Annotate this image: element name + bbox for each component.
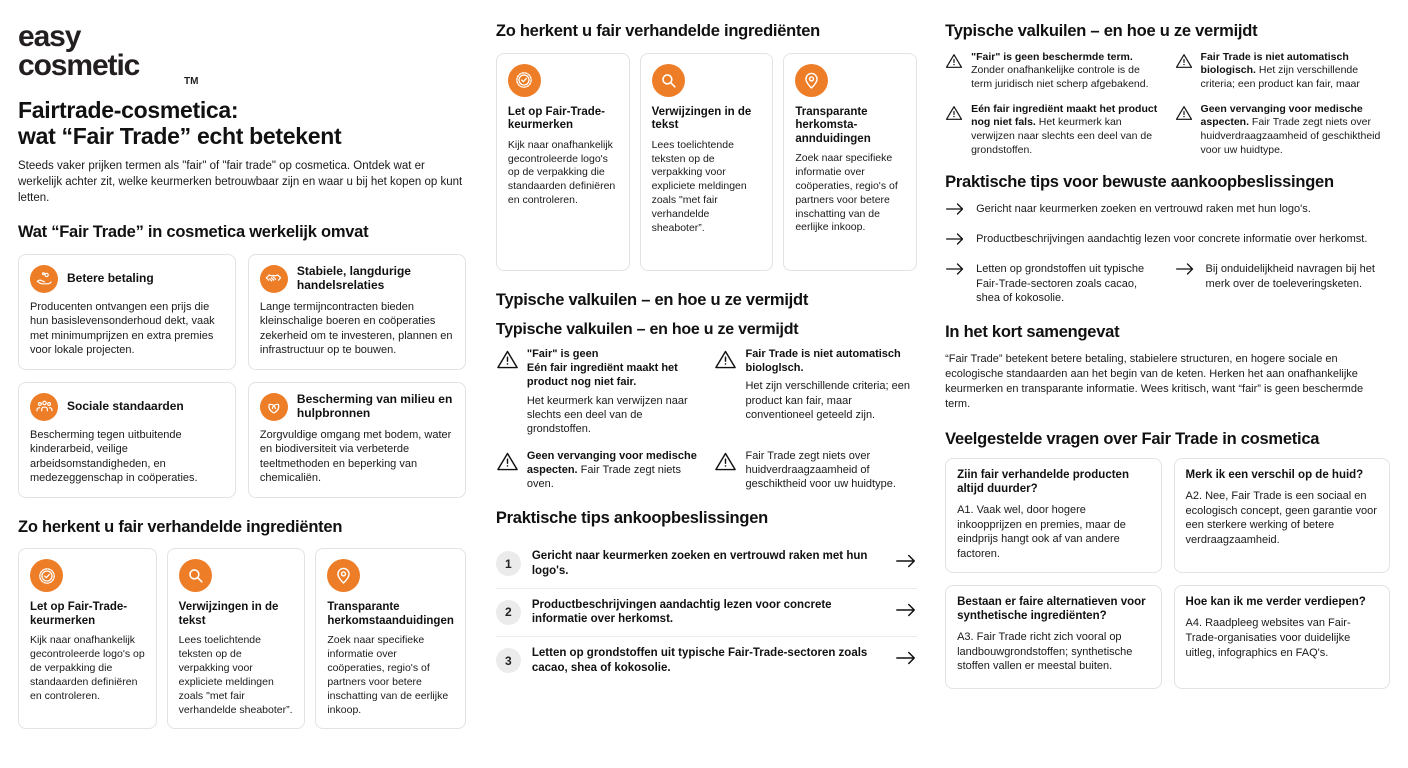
tip-row[interactable] <box>496 540 917 588</box>
pitfall-sub: Fair Trade zegt niets over huidverdraagzaamheid of geschiktheid voor uw huidtype. <box>745 449 896 491</box>
pitfall-text <box>1201 103 1390 158</box>
benefit-title: Sociale standaarden <box>67 398 184 413</box>
column-left <box>18 22 482 760</box>
tips-list-right <box>945 202 1390 317</box>
faq-answer: A1. Vaak wel, door hogere inkoopprijzen en premies, maar de eindprijs hangt ook af van andere factoren. <box>957 503 1126 560</box>
warning-triangle-icon <box>714 348 737 376</box>
tip-text: Gericht naar keurmerken zoeken en vertrouwd raken met hun logo's. <box>531 550 868 577</box>
warning-triangle-icon <box>714 450 737 478</box>
section-heading-tips-mid: Praktische tips ankoopbeslissingen <box>495 509 768 528</box>
recognize-body: Kijk naar onafhankelijk gecontroleerde logo's op de verpakking die standaarden definiëren en controleren. <box>507 138 616 207</box>
arrow-right-icon[interactable] <box>895 553 917 574</box>
warning-triangle-icon <box>1175 52 1193 75</box>
recognize-grid <box>18 548 466 729</box>
benefit-title: Bescherming van milieu en hulpbronnen <box>296 391 453 420</box>
pitfall-text <box>1201 51 1390 92</box>
seal-check-icon <box>30 559 63 592</box>
recognize-card <box>167 548 306 729</box>
recognize-grid-mid <box>496 53 917 271</box>
pitfall-bold: Fair Trade is niet automatisch biologisch. <box>1200 50 1349 77</box>
section-heading-pitfalls-1: Typische valkuilen – en hoe u ze vermijdt <box>495 290 809 309</box>
faq-question: Bestaan er faire alternatieven voor synthetische ingrediënten? <box>957 596 1146 623</box>
faq-question: Ziin fair verhandelde producten altijd duurder? <box>957 469 1129 496</box>
pitfall-bold: Geen vervanging voor medische aspecten. <box>1200 102 1363 129</box>
recognize-card <box>18 548 157 729</box>
benefit-body: Bescherming tegen uitbuitende kinderarbeid, veilige arbeidsomstandigheden, en medezeggenschap in coöperaties. <box>30 428 198 485</box>
tip-text: Productbeschrijvingen aandachtig lezen voor concrete informatie over herkomst. <box>976 233 1368 246</box>
arrow-right-icon[interactable] <box>895 602 917 623</box>
brand-logo <box>18 20 199 88</box>
arrow-tip-row[interactable] <box>945 262 1160 306</box>
location-pin-icon <box>795 64 828 97</box>
recognize-body: Kijk naar onafhankelijk gecontroleerde logo's op de verpakking die standaarden definiëren en controleren. <box>30 634 145 702</box>
pitfall-item <box>1175 51 1390 92</box>
arrow-right-icon[interactable] <box>895 650 917 671</box>
faq-grid <box>945 458 1390 689</box>
pitfall-sub: Zonder onafhankelijke controle is de term juridisch niet scherp afgebakend. <box>971 64 1149 91</box>
recognize-title: Let op Fair-Trade-keurmerken <box>507 105 605 132</box>
recognize-card <box>315 548 466 729</box>
pitfall-text <box>745 347 917 422</box>
benefit-card <box>248 254 466 370</box>
trademark-symbol: TM <box>184 76 199 88</box>
recognize-title: Transparante herkomstaanduidingen <box>327 601 454 627</box>
benefit-title: Betere betaling <box>67 270 154 285</box>
pitfall-sub: Het zijn verschillende criteria; een product kan fair, maar conventioneel geteeld zijn. <box>745 380 910 421</box>
faq-question: Merk ik een verschil op de huid? <box>1185 469 1364 482</box>
intro-paragraph: Steeds vaker prijken termen als "fair" of "fair trade" op cosmetica. Ontdek wat er werkelijk achter zit, welke keurmerken betrouwbaar zijn en waar u bij het kopen op kunt letten. <box>18 160 463 204</box>
arrow-tip-row[interactable] <box>945 232 1390 251</box>
column-middle <box>482 22 931 760</box>
pitfall-bold: Geen vervanging voor medische aspecten. <box>526 449 697 476</box>
warning-triangle-icon <box>945 52 963 75</box>
benefit-body: Lange termijncontracten bieden kleinschalige boeren en coöperaties zekerheid om te investeren, plannen en infrastructuur op te bouwen. <box>259 300 453 357</box>
tip-text: Productbeschrijvingen aandachtig lezen voor concrete informatie over herkomst. <box>531 598 832 626</box>
warning-triangle-icon <box>945 104 963 127</box>
pitfall-sub: Fair Trade zegt niets oven. <box>526 463 681 491</box>
page-title: Fairtrade-cosmetica: wat “Fair Trade” echt betekent <box>18 96 342 150</box>
pitfall-sub: Het zijn verschillende criteria; een product kan fair, maar <box>1200 64 1360 91</box>
recognize-body: Zoek naar specifieke informatie over coöperaties, regio's of partners voor betere inschatting van de eerlijke inkoop. <box>327 634 449 716</box>
pitfall-item <box>714 347 917 437</box>
benefit-card <box>248 382 466 498</box>
pitfall-bold: Eén fair ingrediënt maakt het product nog niet fair. <box>526 362 678 389</box>
recognize-body: Lees toelichtende teksten op de verpakking voor expliciete meldingen zoals "met fair verhandelde sheaboter”. <box>651 138 747 234</box>
recognize-title: Verwijzingen in de tekst <box>651 105 752 132</box>
pitfall-text <box>527 347 699 437</box>
hand-coin-icon <box>30 265 58 293</box>
benefit-header <box>260 393 454 421</box>
warning-triangle-icon <box>496 348 519 376</box>
magnifier-icon <box>652 64 685 97</box>
pitfall-bold: Eén fair ingrediënt maakt het product nog niet fals. <box>971 102 1158 129</box>
pitfall-item <box>945 103 1160 158</box>
pitfall-sub: Het keurmerk kan verwijzen naar slechts een deel van de grondstoffen. <box>971 116 1153 156</box>
section-heading-recognize: Zo herkent u fair verhandelde ingrediënten <box>18 517 343 536</box>
seal-check-icon <box>508 64 541 97</box>
arrow-tip-row[interactable] <box>1175 262 1390 306</box>
leaves-icon <box>260 393 288 421</box>
arrow-right-icon <box>945 202 965 221</box>
recognize-title: Verwijzingen in de tekst <box>178 601 279 627</box>
recognize-card <box>783 53 917 271</box>
pitfall-sub: Het keurmerk kan verwijzen naar slechts een deel van de grondstoffen. <box>526 394 688 436</box>
location-pin-icon <box>327 559 360 592</box>
tip-text: Gericht naar keurmerken zoeken en vertrouwd raken met hun logo's. <box>976 203 1311 216</box>
people-group-icon <box>30 393 58 421</box>
benefit-title: Stabiele, langdurige handelsrelaties <box>296 263 411 292</box>
handshake-icon <box>260 265 288 293</box>
pitfall-text <box>527 449 699 492</box>
benefit-header <box>260 265 454 293</box>
benefits-grid <box>18 254 466 498</box>
column-right <box>931 22 1390 760</box>
pitfall-bold: "Fair" is geen beschermde term. <box>971 50 1133 63</box>
tip-number: 3 <box>496 648 521 673</box>
pitfall-sub: Fair Trade zegt niets over huidverdraagzaamheid of geschiktheid voor uw huidtype. <box>1200 116 1381 156</box>
benefit-header <box>30 393 224 421</box>
warning-triangle-icon <box>1175 104 1193 127</box>
faq-card <box>945 585 1161 689</box>
recognize-title: Let op Fair-Trade-keurmerken <box>30 601 128 627</box>
warning-triangle-icon <box>496 450 519 478</box>
summary-paragraph: “Fair Trade” betekent betere betaling, stabielere structuren, en hogere sociale en ecologische standaarden aan het begin van de keten. Herken het aan onafhankelijke keurmerken en transparante informatie. Wees kritisch, want “fair” is geen beschermde term. <box>945 352 1364 410</box>
pitfall-bold: Fair Trade is niet automatisch biologlsch. <box>745 347 901 375</box>
tip-number: 2 <box>496 600 521 625</box>
pitfall-item <box>714 449 917 492</box>
faq-answer: A3. Fair Trade richt zich vooral op landbouwgrondstoffen; synthetische stoffen vallen er meestal buiten. <box>957 631 1133 673</box>
tip-text: Bij onduidelijkheid navragen bij het merk over de toeleveringsketen. <box>1205 263 1375 290</box>
faq-card <box>1174 458 1390 573</box>
tip-row[interactable] <box>496 637 917 684</box>
recognize-body: Zoek naar specifieke informatie over coöperaties, regio's of partners voor betere inschatting van de eerlijke inkoop. <box>795 152 898 234</box>
arrow-right-icon <box>945 232 965 251</box>
benefit-card <box>18 254 236 370</box>
tip-row[interactable] <box>496 589 917 637</box>
faq-card <box>945 458 1161 573</box>
pitfall-item <box>496 347 699 437</box>
pitfall-text <box>745 449 917 492</box>
section-heading-pitfalls-right: Typische valkuilen – en hoe u ze vermijdt <box>945 22 1258 40</box>
arrow-tip-pair <box>945 262 1390 317</box>
recognize-title: Transparante herkomsta-annduidingen <box>795 105 871 145</box>
faq-answer: A2. Nee, Fair Trade is een sociaal en ecologisch concept, geen garantie voor een sterkere werking of betere verdraagzaamheid. <box>1185 490 1377 547</box>
brand-line-1: easy <box>18 20 81 53</box>
pitfall-text <box>971 103 1160 158</box>
pitfalls-grid-mid <box>496 347 917 492</box>
benefit-body: Zorgvuldige omgang met bodem, water en biodiversiteit via verbeterde teeltmethoden en beperking van chemicaliën. <box>259 428 452 485</box>
section-heading-summary: In het kort samengevat <box>945 322 1120 341</box>
arrow-right-icon <box>1175 262 1195 281</box>
magnifier-icon <box>179 559 212 592</box>
pitfall-item <box>496 449 699 492</box>
section-heading-pitfalls-2: Typische valkuilen – en hoe u ze vermijdt <box>495 320 799 338</box>
faq-question: Hoe kan ik me verder verdiepen? <box>1185 596 1366 609</box>
pitfall-item <box>945 51 1160 92</box>
tip-number: 1 <box>496 551 521 576</box>
pitfall-lead: "Fair" is geen <box>526 347 599 360</box>
faq-answer: A4. Raadpleeg websites van Fair-Trade-organisaties voor duidelijke uitleg, infographics en FAQ's. <box>1185 617 1351 659</box>
tip-text: Letten op grondstoffen uit typische Fair-Trade-sectoren zoals cacao, shea of kokosolie. <box>531 647 868 674</box>
pitfall-item <box>1175 103 1390 158</box>
recognize-body: Lees toelichtende teksten op de verpakking voor expliciete meldingen zoals "met fair verhandelde sheaboter”. <box>178 634 293 716</box>
recognize-card <box>496 53 630 271</box>
recognize-card <box>640 53 774 271</box>
section-heading-tips-right: Praktische tips voor bewuste aankoopbeslissingen <box>945 173 1334 192</box>
benefit-body: Producenten ontvangen een prijs die hun basislevensonderhoud dekt, vaak met minimumprijzen en extra premies voor lokale projecten. <box>30 300 215 357</box>
pitfalls-grid-right <box>945 51 1390 157</box>
section-heading-faq: Veelgestelde vragen over Fair Trade in cosmetica <box>945 429 1320 448</box>
tips-list-mid <box>496 540 917 684</box>
arrow-tip-row[interactable] <box>945 202 1390 221</box>
benefit-card <box>18 382 236 498</box>
pitfall-text <box>971 51 1160 92</box>
section-heading-recognize-mid: Zo herkent u fair verhandelde ingrediënten <box>495 22 821 40</box>
brand-line-2: cosmetic <box>18 49 140 83</box>
tip-text: Letten op grondstoffen uit typische Fair-Trade-sectoren zoals cacao, shea of kokosolie. <box>976 263 1145 305</box>
arrow-right-icon <box>945 262 965 281</box>
faq-card <box>1174 585 1390 689</box>
benefit-header <box>30 265 224 293</box>
section-heading-benefits: Wat “Fair Trade” in cosmetica werkelijk omvat <box>18 222 369 241</box>
